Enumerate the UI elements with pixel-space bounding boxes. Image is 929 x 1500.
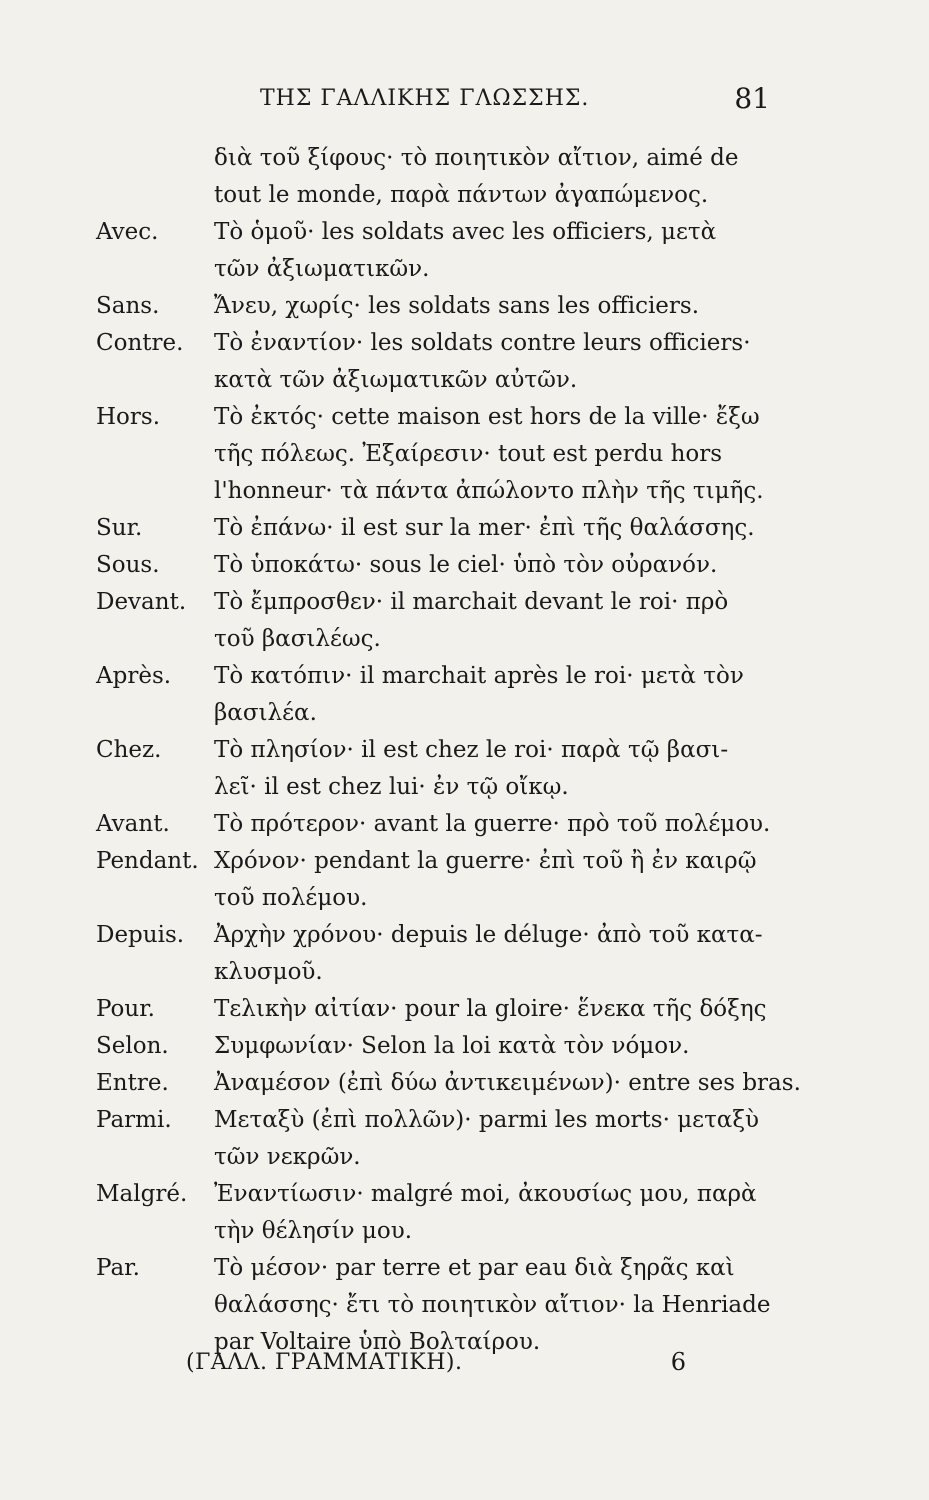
entry-text bbox=[214, 658, 776, 732]
entry-line: Τελικὴν αἰτίαν· pour la gloire· ἕνεκα τῆς δόξης bbox=[214, 996, 767, 1022]
entry-line: Τὸ ἐκτός· cette maison est hors de la ville· ἔξω bbox=[214, 404, 760, 430]
entry-term: Avant. bbox=[96, 811, 170, 837]
entry-line: Τὸ ἐναντίον· les soldats contre leurs officiers· bbox=[214, 330, 751, 356]
entry-text bbox=[214, 214, 776, 288]
entry-line: κατὰ τῶν ἀξιωματικῶν αὐτῶν. bbox=[214, 367, 578, 393]
entry-row bbox=[96, 584, 776, 658]
entry-line: Τὸ πρότερον· avant la guerre· πρὸ τοῦ πολέμου. bbox=[214, 811, 771, 837]
entry-row bbox=[96, 214, 776, 288]
entry-text bbox=[214, 399, 776, 510]
entry-row bbox=[96, 843, 776, 917]
entry-term: Par. bbox=[96, 1255, 140, 1281]
entries-list bbox=[96, 140, 801, 1361]
entry-line: κλυσμοῦ. bbox=[214, 959, 323, 985]
entry-text bbox=[214, 510, 776, 547]
entry-term: Contre. bbox=[96, 330, 184, 356]
entry-line: λεῖ· il est chez lui· ἐν τῷ οἴκῳ. bbox=[214, 774, 569, 800]
running-header bbox=[230, 82, 770, 126]
entry-line: Τὸ πλησίον· il est chez le roi· παρὰ τῷ βασι- bbox=[214, 737, 729, 763]
entry-line: τῆς πόλεως. Ἐξαίρεσιν· tout est perdu hors bbox=[214, 441, 723, 467]
entry-term: Hors. bbox=[96, 404, 161, 430]
entry-line: Τὸ κατόπιν· il marchait après le roi· μετὰ τὸν bbox=[214, 663, 744, 689]
signature-mark: 6 bbox=[670, 1348, 686, 1376]
entry-term: Parmi. bbox=[96, 1107, 172, 1133]
entry-text bbox=[214, 732, 776, 806]
entry-line: Ἄνευ, χωρίς· les soldats sans les officiers. bbox=[214, 293, 700, 319]
entry-text bbox=[214, 1028, 776, 1065]
header-title: ΤΗΣ ΓΑΛΛΙΚΗΣ ΓΛΩΣΣΗΣ. bbox=[260, 86, 590, 111]
entry-term: Malgré. bbox=[96, 1181, 188, 1207]
entry-term: Sans. bbox=[96, 293, 160, 319]
entry-line: βασιλέα. bbox=[214, 700, 317, 726]
entry-line: Τὸ μέσον· par terre et par eau διὰ ξηρᾶς καὶ bbox=[214, 1255, 735, 1281]
entry-line: Ἐναντίωσιν· malgré moi, ἀκουσίως μου, παρὰ bbox=[214, 1181, 757, 1207]
entry-line: τοῦ βασιλέως. bbox=[214, 626, 381, 652]
entry-line: τοῦ πολέμου. bbox=[214, 885, 368, 911]
page-footer bbox=[186, 1350, 686, 1390]
entry-line: l'honneur· τὰ πάντα ἀπώλοντο πλὴν τῆς τιμῆς. bbox=[214, 478, 764, 504]
entry-text bbox=[214, 917, 776, 991]
entry-text bbox=[214, 1176, 776, 1250]
entry-line: Τὸ ἔμπροσθεν· il marchait devant le roi· πρὸ bbox=[214, 589, 729, 615]
entry-line: τῶν ἀξιωματικῶν. bbox=[214, 256, 430, 282]
entry-line: par Voltaire ὑπὸ Βολταίρου. bbox=[214, 1329, 541, 1355]
page-number: 81 bbox=[734, 82, 770, 115]
entry-row bbox=[96, 1176, 776, 1250]
entry-text bbox=[214, 1102, 776, 1176]
entry-line: Συμφωνίαν· Selon la loi κατὰ τὸν νόμον. bbox=[214, 1033, 690, 1059]
entry-line: τὴν θέλησίν μου. bbox=[214, 1218, 413, 1244]
entry-row bbox=[96, 510, 776, 547]
entry-text bbox=[214, 1065, 801, 1102]
entry-text bbox=[214, 325, 776, 399]
entry-row bbox=[96, 806, 776, 843]
entry-line: Μεταξὺ (ἐπὶ πολλῶν)· parmi les morts· μεταξὺ bbox=[214, 1107, 759, 1133]
entry-line: Ἀναμέσον (ἐπὶ δύω ἀντικειμένων)· entre ses bras. bbox=[214, 1070, 801, 1096]
entry-line: Χρόνον· pendant la guerre· ἐπὶ τοῦ ἢ ἐν καιρῷ bbox=[214, 848, 757, 874]
entry-term: Devant. bbox=[96, 589, 187, 615]
entry-row bbox=[96, 917, 776, 991]
entry-row bbox=[96, 1065, 801, 1102]
entry-text bbox=[214, 991, 776, 1028]
entry-row bbox=[96, 991, 776, 1028]
entry-text bbox=[214, 288, 776, 325]
entry-text bbox=[214, 140, 776, 214]
entry-row bbox=[96, 1250, 776, 1361]
entry-row bbox=[96, 325, 776, 399]
entry-text bbox=[214, 547, 776, 584]
entry-term: Entre. bbox=[96, 1070, 169, 1096]
entry-row bbox=[96, 140, 776, 214]
entry-row bbox=[96, 658, 776, 732]
entry-row bbox=[96, 1028, 776, 1065]
entry-line: tout le monde, παρὰ πάντων ἀγαπώμενος. bbox=[214, 182, 709, 208]
entry-term: Chez. bbox=[96, 737, 162, 763]
entry-line: Τὸ ὁμοῦ· les soldats avec les officiers, μετὰ bbox=[214, 219, 717, 245]
entry-text bbox=[214, 843, 776, 917]
entry-row bbox=[96, 1102, 776, 1176]
entry-text bbox=[214, 1250, 776, 1361]
entry-term: Pendant. bbox=[96, 848, 199, 874]
entry-line: Τὸ ἐπάνω· il est sur la mer· ἐπὶ τῆς θαλάσσης. bbox=[214, 515, 755, 541]
entry-row bbox=[96, 399, 776, 510]
entry-term: Depuis. bbox=[96, 922, 185, 948]
entry-term: Sur. bbox=[96, 515, 143, 541]
footer-title: (ΓΑΛΛ. ΓΡΑΜΜΑΤΙΚΗ). bbox=[186, 1350, 463, 1375]
entry-text bbox=[214, 806, 776, 843]
entry-term: Pour. bbox=[96, 996, 155, 1022]
entry-term: Sous. bbox=[96, 552, 160, 578]
entry-line: τῶν νεκρῶν. bbox=[214, 1144, 361, 1170]
entry-line: διὰ τοῦ ξίφους· τὸ ποιητικὸν αἴτιον, aimé de bbox=[214, 145, 739, 171]
entry-term: Selon. bbox=[96, 1033, 169, 1059]
entry-line: Τὸ ὑποκάτω· sous le ciel· ὑπὸ τὸν οὐρανόν. bbox=[214, 552, 718, 578]
entry-term: Avec. bbox=[96, 219, 159, 245]
entry-line: Ἀρχὴν χρόνου· depuis le déluge· ἀπὸ τοῦ κατα- bbox=[214, 922, 763, 948]
entry-row bbox=[96, 732, 776, 806]
entry-row bbox=[96, 547, 776, 584]
entry-row bbox=[96, 288, 776, 325]
entry-term: Après. bbox=[96, 663, 172, 689]
entry-line: θαλάσσης· ἔτι τὸ ποιητικὸν αἴτιον· la Henriade bbox=[214, 1292, 771, 1318]
entry-text bbox=[214, 584, 776, 658]
